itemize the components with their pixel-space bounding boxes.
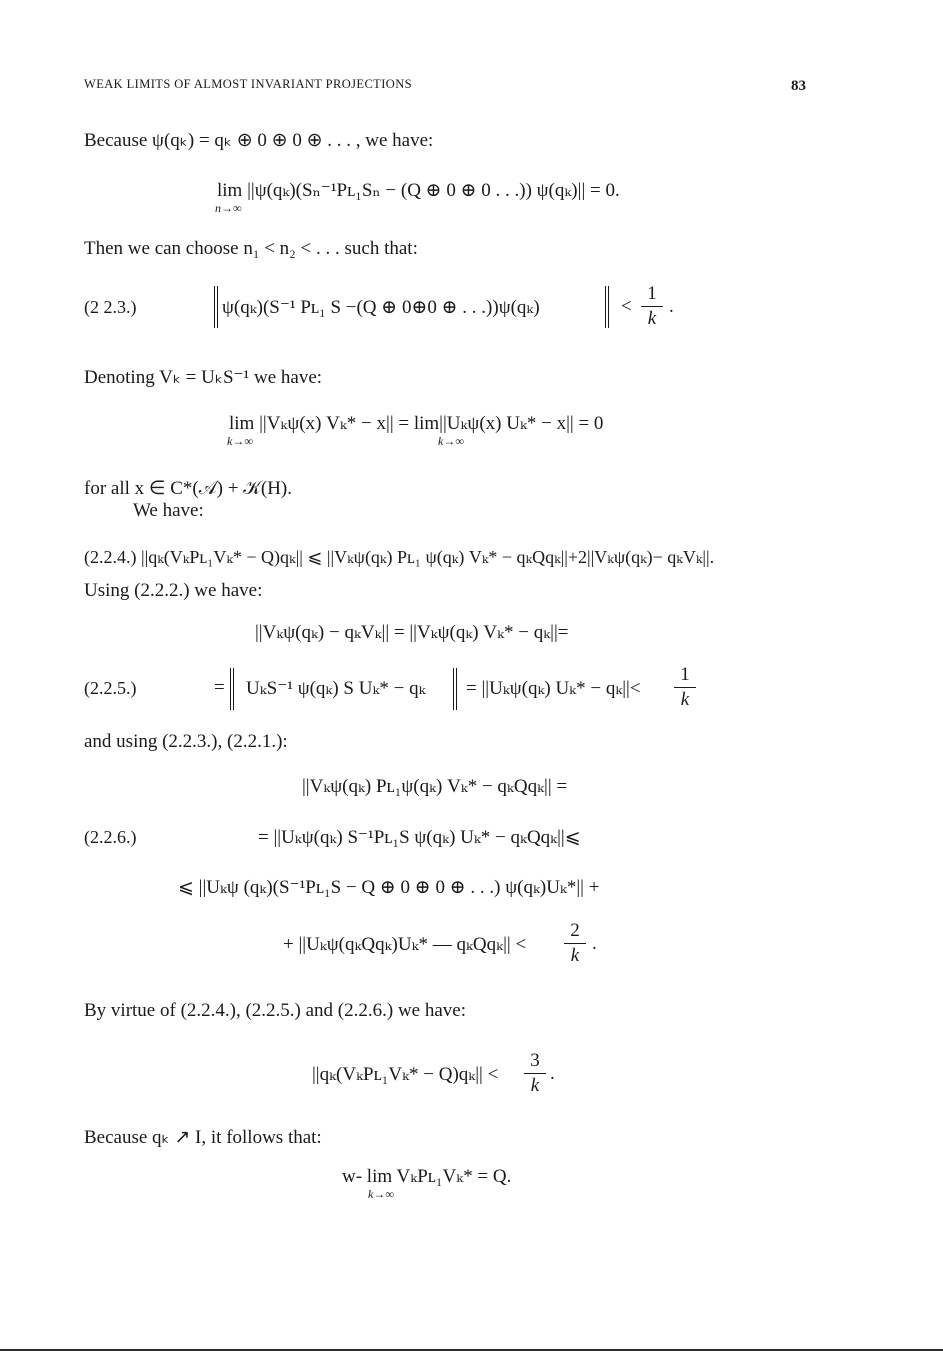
fraction-denominator: k [680,689,690,710]
fraction-2-over-k [564,920,586,967]
equation-limit-k: lim ||Vₖψ(x) Vₖ* − x|| = lim||Uₖψ(x) Uₖ* − x|| = 0 [229,413,604,434]
fraction-numerator: 1 [647,283,657,304]
fraction-1-over-k [641,283,663,330]
equation-tag-2-2-3: (2 2.3.) [84,297,137,317]
period: . [592,933,597,954]
norm-bar-left [214,286,218,328]
norm-bar-left [230,668,234,710]
equation-final-inequality: ||qₖ(VₖPʟ₁Vₖ* − Q)qₖ|| < [312,1064,499,1085]
norm-bar-right [605,286,609,328]
equation-2-2-6-body: = ||Uₖψ(qₖ) S⁻¹Pʟ₁S ψ(qₖ) Uₖ* − qₖQqₖ||⩽ [258,827,581,848]
fraction-denominator: k [647,308,657,329]
equation-2-2-4: (2.2.4.) ||qₖ(VₖPʟ₁Vₖ* − Q)qₖ|| ⩽ ||Vₖψ(qₖ) Pʟ₁ ψ(qₖ) Vₖ* − qₖQqₖ||+2||Vₖψ(qₖ)− qₖVₖ||. [84,547,715,567]
text-line-using-2-2-2: Using (2.2.2.) we have: [84,580,263,601]
fraction-1-over-k [674,664,696,711]
less-than-sign: < [621,296,632,317]
text-line-by-virtue: By virtue of (2.2.4.), (2.2.5.) and (2.2.6.) we have: [84,1000,467,1021]
equation-weak-limit: w- lim VₖPʟ₁Vₖ* = Q. [342,1166,512,1187]
equation-2-2-5-rest: = ||Uₖψ(qₖ) Uₖ* − qₖ||< [466,678,641,699]
limit-subscript-n: n→∞ [215,201,242,215]
text-line-for-all-x: for all x ∈ C*(𝒜) + 𝒦(H). [84,478,292,499]
fraction-bar [524,1073,546,1074]
equation-norm-line: ||Vₖψ(qₖ) Pʟ₁ψ(qₖ) Vₖ* − qₖQqₖ|| = [302,776,568,797]
equation-inequality-line: ⩽ ||Uₖψ (qₖ)(S⁻¹Pʟ₁S − Q ⊕ 0 ⊕ 0 ⊕ . . .) ψ(qₖ)Uₖ*|| + [178,877,600,898]
fraction-bar [564,943,586,944]
running-title: WEAK LIMITS OF ALMOST INVARIANT PROJECTIONS [84,77,412,91]
fraction-denominator: k [530,1075,540,1096]
text-line-denoting: Denoting Vₖ = UₖS⁻¹ we have: [84,367,323,388]
fraction-bar [641,306,663,307]
norm-bar-right [453,668,457,710]
equation-2-2-5-body: UₖS⁻¹ ψ(qₖ) S Uₖ* − qₖ [246,678,426,699]
text-line-because-psi: Because ψ(qₖ) = qₖ ⊕ 0 ⊕ 0 ⊕ . . . , we have: [84,130,434,151]
equals-sign: = [214,677,225,698]
fraction-numerator: 3 [530,1050,540,1071]
equation-norm-chain: ||Vₖψ(qₖ) − qₖVₖ|| = ||Vₖψ(qₖ) Vₖ* − qₖ||= [255,622,569,643]
equation-tag-2-2-6: (2.2.6.) [84,827,137,847]
limit-subscript-k-second: k→∞ [438,434,464,448]
limit-subscript-k-first: k→∞ [227,434,253,448]
fraction-numerator: 1 [680,664,690,685]
text-line-choose-n: Then we can choose n₁ < n₂ < . . . such that: [84,238,418,259]
period: . [669,296,674,317]
text-line-and-using: and using (2.2.3.), (2.2.1.): [84,731,288,752]
fraction-numerator: 2 [570,920,580,941]
fraction-bar [674,687,696,688]
page-number: 83 [791,78,806,94]
equation-limit-n: lim ||ψ(qₖ)(Sₙ⁻¹Pʟ₁Sₙ − (Q ⊕ 0 ⊕ 0 . . .)) ψ(qₖ)|| = 0. [217,180,620,201]
text-line-because-qk: Because qₖ ↗ I, it follows that: [84,1127,322,1148]
limit-subscript-k: k→∞ [368,1187,394,1201]
equation-tag-2-2-5: (2.2.5.) [84,678,137,698]
text-line-we-have: We have: [133,500,204,521]
period: . [550,1063,555,1084]
equation-plus-line: + ||Uₖψ(qₖQqₖ)Uₖ* — qₖQqₖ|| < [283,934,527,955]
equation-2-2-3-body: ψ(qₖ)(S⁻¹ Pʟ₁ S −(Q ⊕ 0⊕0 ⊕ . . .))ψ(qₖ) [222,297,540,318]
fraction-denominator: k [570,945,580,966]
fraction-3-over-k [524,1050,546,1097]
